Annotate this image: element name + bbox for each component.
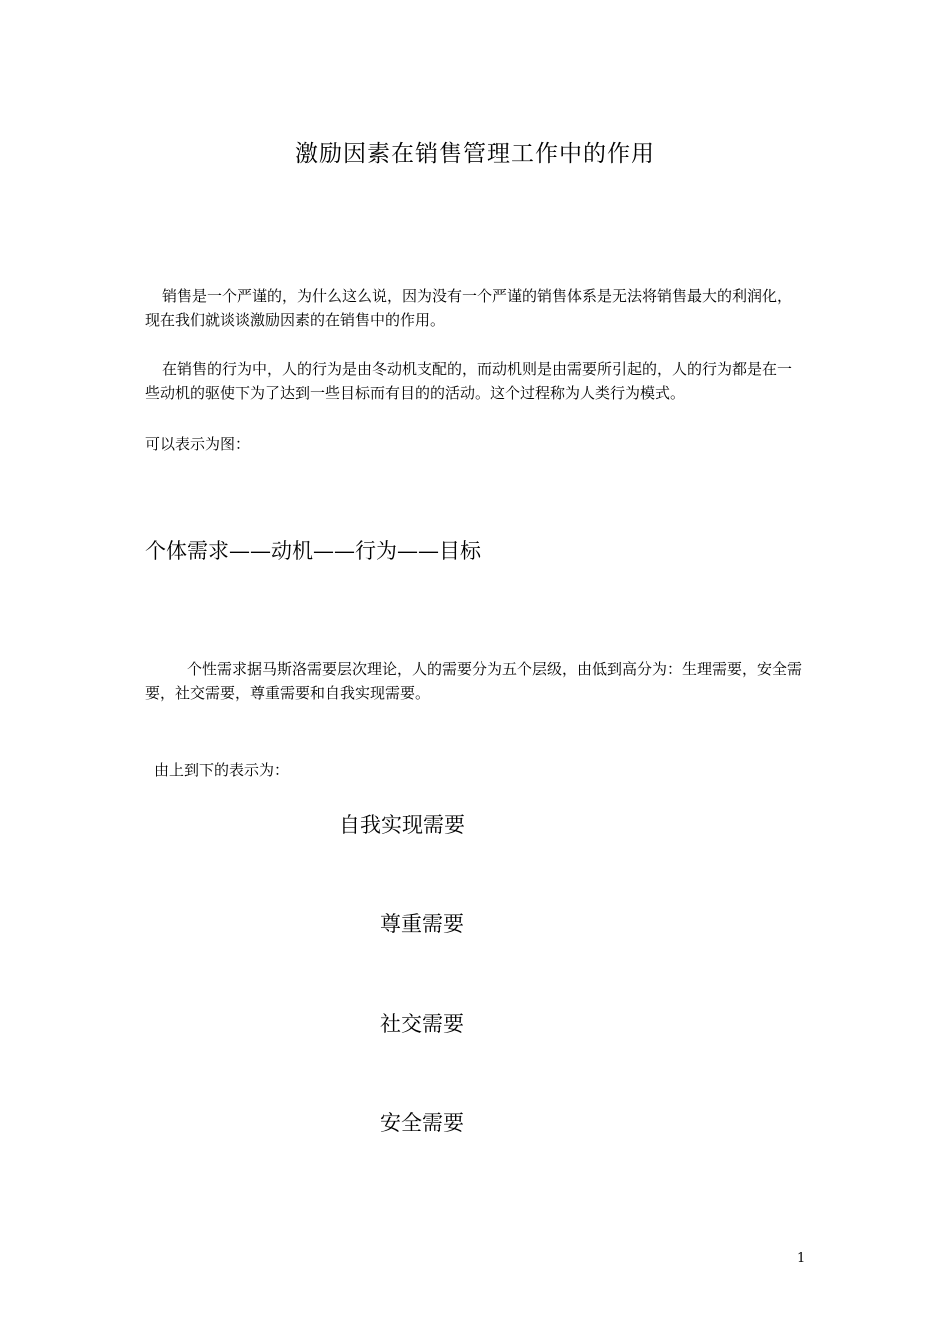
document-title: 激励因素在销售管理工作中的作用 <box>295 141 655 167</box>
level-safety: 安全需要 <box>380 1111 464 1135</box>
level-social: 社交需要 <box>380 1012 464 1036</box>
paragraph-order-label: 由上到下的表示为： <box>154 761 290 779</box>
level-self-actualization: 自我实现需要 <box>339 813 465 837</box>
paragraph-intro: 销售是一个严谨的，为什么这么说，因为没有一个严谨的销售体系是无法将销售最大的利润化，现在我们就谈谈激励因素的在销售中的作用。 <box>145 287 793 329</box>
behavior-flow-line: 个体需求——动机——行为——目标 <box>145 539 481 563</box>
level-esteem: 尊重需要 <box>380 912 464 936</box>
paragraph-figure-label: 可以表示为图： <box>145 435 251 453</box>
page-number: 1 <box>797 1251 806 1266</box>
paragraph-behavior: 在销售的行为中，人的行为是由冬动机支配的，而动机则是由需要所引起的，人的行为都是在一些动机的驱使下为了达到一些目标而有目的的活动。这个过程称为人类行为模式。 <box>145 360 793 402</box>
paragraph-maslow: 个性需求据马斯洛需要层次理论，人的需要分为五个层级，由低到高分为：生理需要，安全需要，社交需要，尊重需要和自我实现需要。 <box>145 660 803 702</box>
